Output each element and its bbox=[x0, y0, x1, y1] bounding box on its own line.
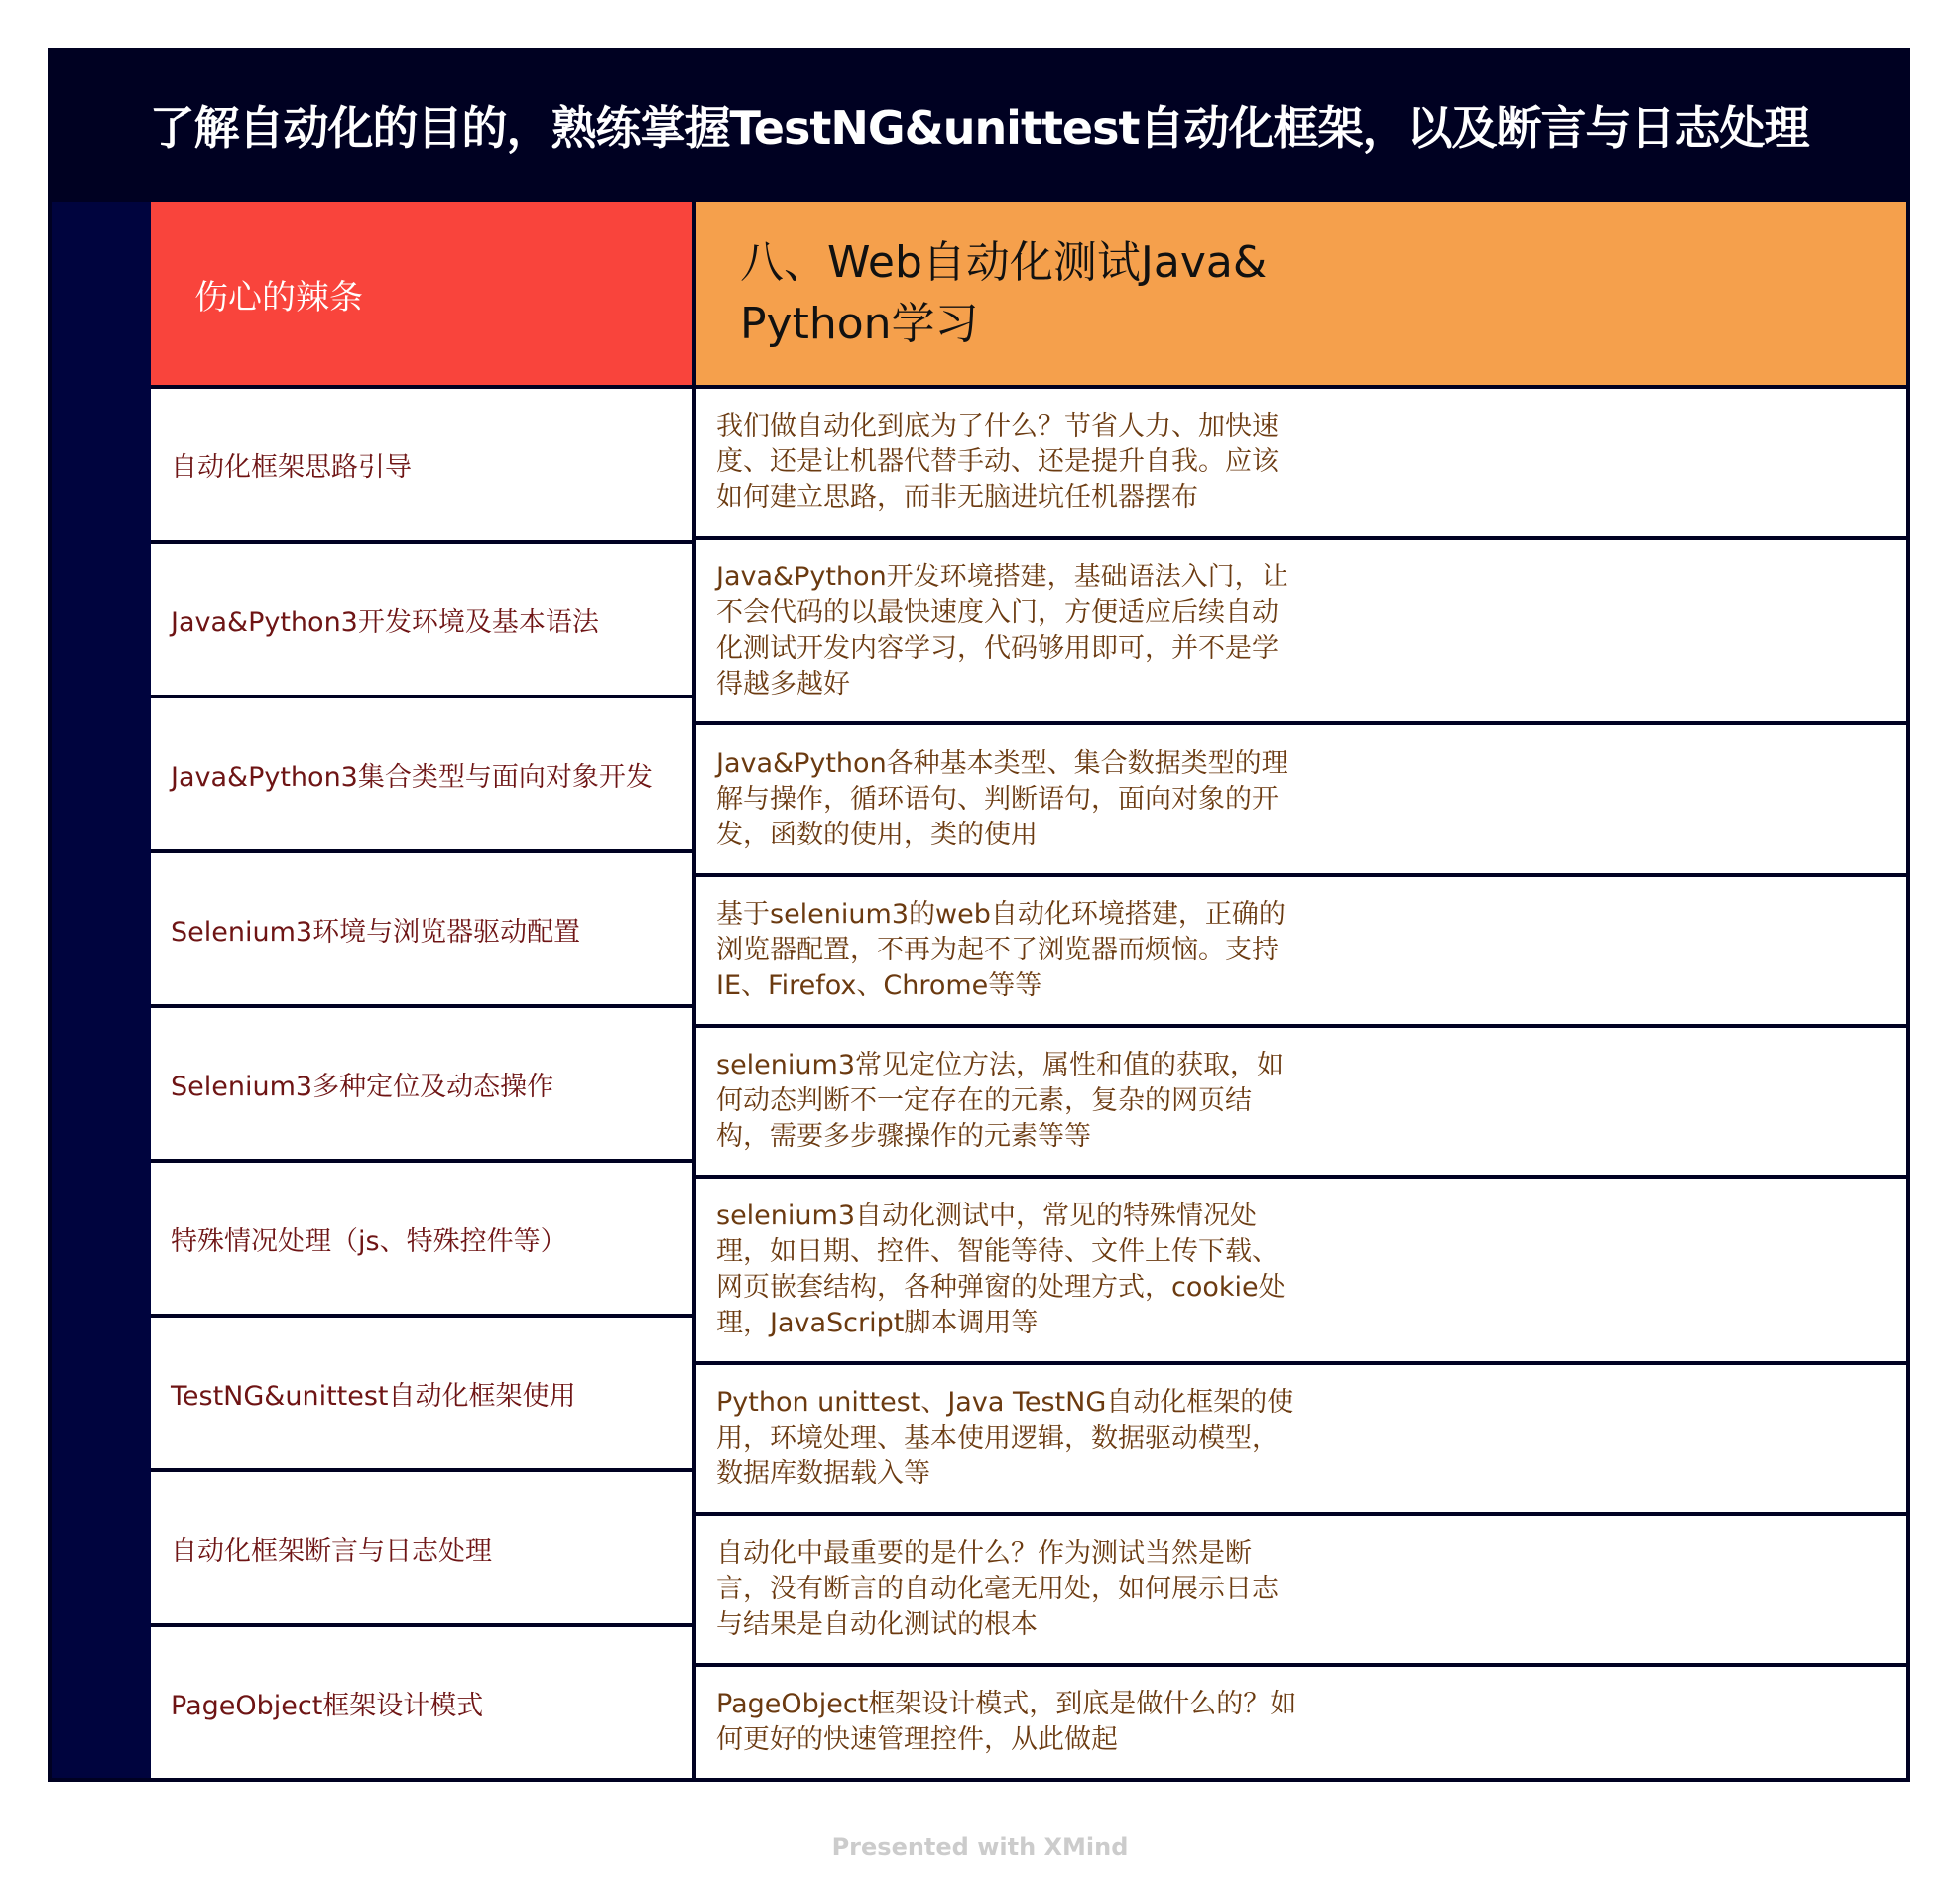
description-text bbox=[696, 1536, 1279, 1643]
section-title-line: Python学习 bbox=[740, 299, 979, 349]
description-line: 我们做自动化到底为了什么？节省人力、加快速 bbox=[716, 411, 1279, 442]
description-text bbox=[696, 409, 1279, 516]
description-line: 数据库数据载入等 bbox=[716, 1458, 930, 1489]
description-line: 构，需要多步骤操作的元素等等 bbox=[716, 1121, 1091, 1152]
topic-label: TestNG&unittest自动化框架使用 bbox=[171, 1380, 576, 1412]
description-cell[interactable] bbox=[696, 540, 1906, 721]
description-text bbox=[696, 1385, 1293, 1492]
description-line: 度、还是让机器代替手动、还是提升自我。应该 bbox=[716, 446, 1279, 477]
description-text bbox=[696, 897, 1286, 1004]
description-line: 解与操作，循环语句、判断语句，面向对象的开 bbox=[716, 783, 1279, 815]
description-line: 言，没有断言的自动化毫无用处，如何展示日志 bbox=[716, 1574, 1279, 1604]
description-cell[interactable] bbox=[696, 1667, 1906, 1778]
description-line: IE、Firefox、Chrome等等 bbox=[716, 970, 1042, 1001]
description-line: 化测试开发内容学习，代码够用即可，并不是学 bbox=[716, 632, 1279, 664]
description-line: 基于selenium3的web自动化环境搭建，正确的 bbox=[716, 899, 1286, 930]
description-line: Java&Python开发环境搭建，基础语法入门，让 bbox=[716, 561, 1288, 592]
title-band bbox=[48, 48, 1910, 202]
description-line: 何动态判断不一定存在的元素，复杂的网页结 bbox=[716, 1085, 1252, 1116]
topic-cell[interactable] bbox=[151, 853, 692, 1004]
description-cell[interactable] bbox=[696, 1516, 1906, 1663]
topic-cell[interactable] bbox=[151, 1008, 692, 1159]
description-cell[interactable] bbox=[696, 1365, 1906, 1512]
topic-cell[interactable] bbox=[151, 1163, 692, 1314]
description-line: 不会代码的以最快速度入门，方便适应后续自动 bbox=[716, 596, 1279, 628]
main-title[interactable]: 了解自动化的目的，熟练掌握TestNG&unittest自动化框架，以及断言与日志处理 bbox=[149, 101, 1809, 155]
topic-label: Selenium3环境与浏览器驱动配置 bbox=[171, 916, 581, 948]
header-author-cell[interactable] bbox=[151, 202, 692, 385]
description-text bbox=[696, 1199, 1286, 1341]
description-line: 与结果是自动化测试的根本 bbox=[716, 1609, 1038, 1640]
topic-label: PageObject框架设计模式 bbox=[171, 1690, 484, 1721]
description-cell[interactable] bbox=[696, 725, 1906, 873]
description-line: 理，如日期、控件、智能等待、文件上传下载、 bbox=[716, 1236, 1279, 1267]
description-text bbox=[696, 560, 1288, 702]
mindmap-frame bbox=[48, 48, 1910, 1782]
author-label: 伤心的辣条 bbox=[194, 277, 363, 317]
description-line: PageObject框架设计模式，到底是做什么的？如 bbox=[716, 1689, 1297, 1719]
topic-label: 自动化框架思路引导 bbox=[171, 451, 412, 483]
topic-cell[interactable] bbox=[151, 1627, 692, 1778]
topic-cell[interactable] bbox=[151, 389, 692, 540]
description-line: selenium3自动化测试中，常见的特殊情况处 bbox=[716, 1201, 1257, 1231]
section-title bbox=[696, 232, 1267, 355]
description-line: 得越多越好 bbox=[716, 668, 850, 699]
description-cell[interactable] bbox=[696, 389, 1906, 536]
description-cell[interactable] bbox=[696, 1179, 1906, 1361]
description-line: 浏览器配置，不再为起不了浏览器而烦恼。支持 bbox=[716, 935, 1279, 965]
description-text bbox=[696, 746, 1288, 853]
description-line: Python unittest、Java TestNG自动化框架的使 bbox=[716, 1387, 1294, 1418]
description-line: 如何建立思路，而非无脑进坑任机器摆布 bbox=[716, 482, 1198, 513]
topic-cell[interactable] bbox=[151, 698, 692, 849]
description-line: 自动化中最重要的是什么？作为测试当然是断 bbox=[716, 1538, 1252, 1569]
section-title-line: 八、Web自动化测试Java& bbox=[740, 237, 1268, 288]
description-line: 理，JavaScript脚本调用等 bbox=[716, 1308, 1039, 1338]
topic-label: Java&Python3集合类型与面向对象开发 bbox=[171, 761, 653, 793]
description-line: 发，函数的使用，类的使用 bbox=[716, 819, 1038, 850]
description-line: 用，环境处理、基本使用逻辑，数据驱动模型， bbox=[716, 1423, 1279, 1454]
left-branch-bar bbox=[52, 202, 151, 1778]
description-text bbox=[696, 1687, 1296, 1758]
topic-cell[interactable] bbox=[151, 544, 692, 695]
description-line: Java&Python各种基本类型、集合数据类型的理 bbox=[716, 747, 1288, 779]
description-cell[interactable] bbox=[696, 877, 1906, 1024]
footer-watermark: Presented with XMind bbox=[831, 1834, 1129, 1861]
topic-label: Selenium3多种定位及动态操作 bbox=[171, 1071, 554, 1102]
topic-label: 特殊情况处理（js、特殊控件等） bbox=[171, 1225, 567, 1257]
header-section-title-cell[interactable] bbox=[696, 202, 1906, 385]
topic-cell[interactable] bbox=[151, 1472, 692, 1623]
description-text bbox=[696, 1048, 1284, 1155]
topic-label: Java&Python3开发环境及基本语法 bbox=[171, 606, 599, 638]
description-line: 何更好的快速管理控件，从此做起 bbox=[716, 1724, 1118, 1755]
topic-cell[interactable] bbox=[151, 1318, 692, 1468]
description-line: selenium3常见定位方法，属性和值的获取，如 bbox=[716, 1050, 1284, 1080]
topic-label: 自动化框架断言与日志处理 bbox=[171, 1535, 492, 1567]
description-line: 网页嵌套结构，各种弹窗的处理方式，cookie处 bbox=[716, 1272, 1286, 1303]
description-cell[interactable] bbox=[696, 1028, 1906, 1175]
